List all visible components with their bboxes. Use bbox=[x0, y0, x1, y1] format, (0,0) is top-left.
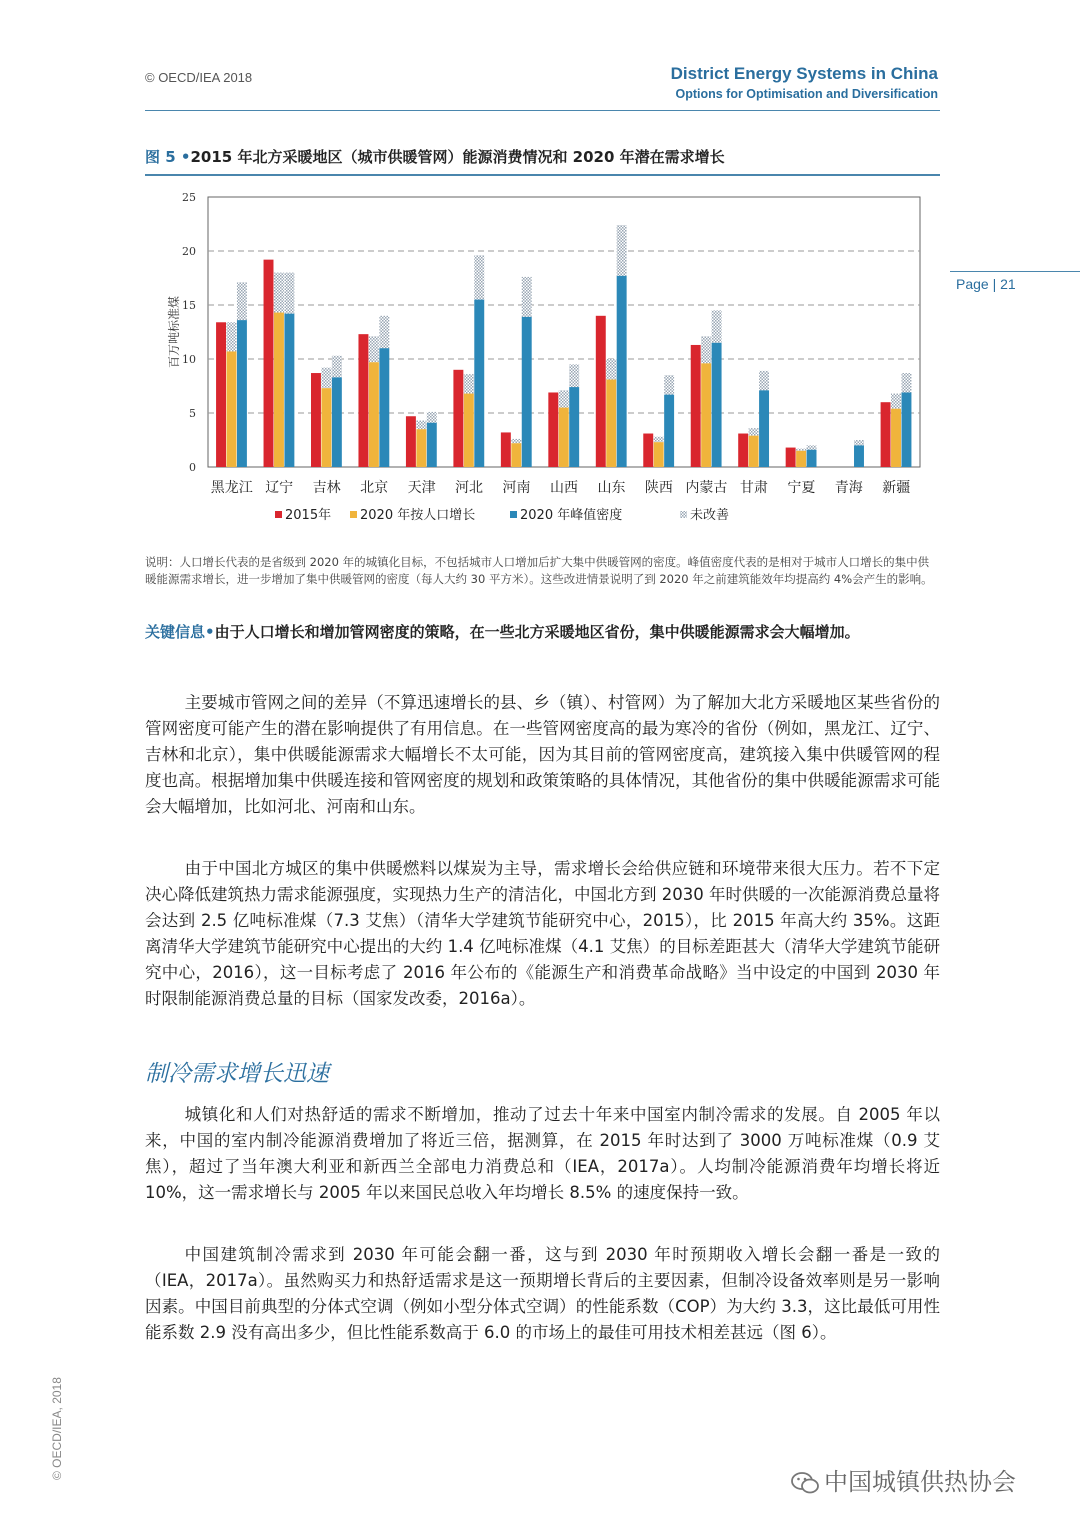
x-tick-label: 黑龙江 bbox=[210, 480, 253, 496]
page-number-divider bbox=[950, 271, 1080, 272]
header-titles bbox=[671, 64, 938, 101]
x-tick-label: 天津 bbox=[407, 480, 436, 496]
bar bbox=[511, 443, 521, 467]
body-paragraph-4: 中国建筑制冷需求到 2030 年可能会翻一番，这与到 2030 年时预期收入增长会翻一番是一致的（IEA，2017a）。虽然购买力和热舒适需求是这一预期增长背后的主要因素，但制冷设备效率则是另一影响因素。中国目前典型的分体式空调（例如小型分体式空调）的性能系数（COP）为大约 3.3，这比最低可用性能系数 2.9 没有高出多少，但比性能系数高于 6.0 的市场上的最佳可用技术相差甚远（图 6）。 bbox=[145, 1245, 940, 1342]
x-tick-label: 甘肃 bbox=[739, 480, 768, 496]
legend-label: 2020 年按人口增长 bbox=[360, 508, 476, 523]
bar bbox=[664, 395, 674, 467]
x-tick-label: 山东 bbox=[597, 480, 626, 496]
bar-unimproved bbox=[522, 277, 532, 317]
bar bbox=[284, 314, 294, 467]
header-divider bbox=[145, 110, 940, 111]
bar-unimproved bbox=[617, 225, 627, 276]
x-tick-label: 北京 bbox=[360, 480, 389, 496]
bar-unimproved bbox=[237, 282, 247, 320]
bar bbox=[321, 388, 331, 467]
bar-unimproved bbox=[474, 255, 484, 299]
bar-unimproved bbox=[511, 439, 521, 443]
y-axis-label: 百万吨标准煤 bbox=[167, 295, 181, 369]
bar bbox=[237, 320, 247, 467]
bar-unimproved bbox=[464, 374, 474, 393]
x-tick-label: 吉林 bbox=[312, 480, 341, 496]
section-heading: 制冷需求增长迅速 bbox=[145, 1061, 329, 1087]
x-tick-label: 河南 bbox=[502, 480, 531, 496]
figure-title-text: 2015 年北方采暖地区（城市供暖管网）能源消费情况和 2020 年潜在需求增长 bbox=[190, 148, 725, 166]
legend-label: 未改善 bbox=[690, 508, 730, 523]
bar-unimproved bbox=[854, 440, 864, 445]
bar bbox=[406, 416, 416, 467]
legend-label: 2015年 bbox=[285, 508, 332, 523]
bar bbox=[901, 392, 911, 467]
bar-unimproved bbox=[701, 336, 711, 363]
bar bbox=[881, 402, 891, 467]
bar bbox=[654, 442, 664, 467]
bar bbox=[786, 448, 796, 467]
bar bbox=[807, 450, 817, 467]
bar-unimproved bbox=[664, 375, 674, 394]
bar-unimproved bbox=[369, 336, 379, 362]
bar bbox=[759, 390, 769, 467]
bar-unimproved bbox=[321, 368, 331, 389]
header-copyright: © OECD/IEA 2018 bbox=[145, 70, 253, 85]
x-tick-label: 宁夏 bbox=[787, 480, 816, 496]
x-tick-label: 青海 bbox=[834, 480, 863, 496]
legend-swatch bbox=[350, 511, 357, 518]
x-tick-label: 陕西 bbox=[644, 480, 673, 496]
bar-unimproved bbox=[569, 364, 579, 387]
figure-divider bbox=[145, 174, 940, 176]
side-copyright: © OECD/IEA, 2018 bbox=[50, 1377, 64, 1480]
bar-unimproved bbox=[332, 356, 342, 378]
x-tick-label: 辽宁 bbox=[265, 480, 294, 496]
bar bbox=[749, 436, 759, 467]
bar bbox=[522, 317, 532, 467]
legend-swatch bbox=[510, 511, 517, 518]
bar bbox=[311, 373, 321, 467]
bar-unimproved bbox=[227, 322, 237, 351]
bar bbox=[796, 451, 806, 467]
figure-note: 说明：人口增长代表的是省级到 2020 年的城镇化目标，不包括城市人口增加后扩大集中供暖管网的密度。峰值密度代表的是相对于城市人口增长的集中供暖能源需求增长，进一步增加了集中供暖管网的密度（每人大约 30 平方米）。这些改进情景说明了到 2020 年之前建筑能效年均提高约 4%会产生的影响。 bbox=[145, 555, 933, 586]
y-tick-label: 10 bbox=[182, 353, 196, 366]
x-tick-label: 河北 bbox=[455, 480, 484, 496]
bar-unimproved bbox=[416, 421, 426, 430]
bar bbox=[701, 363, 711, 467]
bar-unimproved bbox=[654, 437, 664, 442]
bar-chart bbox=[160, 185, 940, 545]
bar bbox=[617, 276, 627, 467]
x-tick-label: 山西 bbox=[550, 480, 578, 496]
bar bbox=[379, 348, 389, 467]
watermark-text: 中国城镇供热协会 bbox=[824, 1468, 1016, 1496]
bar bbox=[474, 300, 484, 467]
bar-unimproved bbox=[284, 273, 294, 314]
bar bbox=[691, 345, 701, 467]
bar-unimproved bbox=[901, 373, 911, 392]
bar-unimproved bbox=[559, 390, 569, 407]
y-tick-label: 5 bbox=[189, 407, 196, 420]
x-tick-label: 内蒙古 bbox=[685, 480, 728, 496]
bar bbox=[369, 362, 379, 467]
bar-unimproved bbox=[759, 371, 769, 390]
y-tick-label: 20 bbox=[182, 245, 196, 258]
y-tick-label: 0 bbox=[189, 461, 196, 474]
bar-unimproved bbox=[379, 316, 389, 348]
bar bbox=[712, 343, 722, 467]
body-paragraph-1: 主要城市管网之间的差异（不算迅速增长的县、乡（镇）、村管网）为了解加大北方采暖地区某些省份的管网密度可能产生的潜在影响提供了有用信息。在一些管网密度高的最为寒冷的省份（例如，黑龙江、辽宁、吉林和北京），集中供暖能源需求大幅增长不太可能，因为其目前的管网密度高，建筑接入集中供暖管网的程度也高。根据增加集中供暖连接和管网密度的规划和政策策略的具体情况，其他省份的集中供暖能源需求可能会大幅增加，比如河北、河南和山东。 bbox=[145, 693, 940, 816]
body-paragraph-3: 城镇化和人们对热舒适的需求不断增加，推动了过去十年来中国室内制冷需求的发展。自 2005 年以来，中国的室内制冷能源消费增加了将近三倍，据测算，在 2015 年时达到了 3000 万吨标准煤（0.9 艾焦），超过了当年澳大利亚和新西兰全部电力消费总和（IEA，2017a）。人均制冷能源消费年均增长将近 10%，这一需求增长与 2005 年以来国民总收入年均增长 8.5% 的速度保持一致。 bbox=[145, 1105, 940, 1202]
bar-unimproved bbox=[749, 428, 759, 436]
bar bbox=[559, 408, 569, 467]
bar bbox=[548, 392, 558, 467]
report-subtitle: Options for Optimisation and Diversification bbox=[675, 87, 938, 101]
x-tick-label: 新疆 bbox=[882, 480, 911, 496]
legend-label: 2020 年峰值密度 bbox=[520, 508, 623, 523]
bar-unimproved bbox=[807, 445, 817, 449]
bar bbox=[427, 423, 437, 467]
bar bbox=[274, 313, 284, 467]
bar-unimproved bbox=[796, 449, 806, 451]
bar bbox=[264, 260, 274, 467]
bar bbox=[453, 370, 463, 467]
bar bbox=[416, 429, 426, 467]
bar-unimproved bbox=[427, 412, 437, 423]
bar-unimproved bbox=[606, 359, 616, 380]
key-message bbox=[145, 620, 940, 645]
watermark bbox=[790, 1462, 1016, 1497]
legend-swatch bbox=[275, 511, 282, 518]
key-message-text: 由于人口增长和增加管网密度的策略，在一些北方采暖地区省份，集中供暖能源需求会大幅增加。 bbox=[214, 623, 860, 641]
bar bbox=[216, 322, 226, 467]
bar-unimproved bbox=[891, 394, 901, 409]
bar bbox=[738, 434, 748, 467]
bar bbox=[358, 334, 368, 467]
chart-legend bbox=[275, 507, 729, 523]
bar bbox=[569, 387, 579, 467]
body-paragraph-2: 由于中国北方城区的集中供暖燃料以煤炭为主导，需求增长会给供应链和环境带来很大压力。若不下定决心降低建筑热力需求能源强度，实现热力生产的清洁化，中国北方到 2030 年时供暖的一次能源消费总量将会达到 2.5 亿吨标准煤（7.3 艾焦）（清华大学建筑节能研究中心，2015），比 2015 年高大约 35%。这距离清华大学建筑节能研究中心提出的大约 1.4 亿吨标准煤（4.1 艾焦）的目标差距甚大（清华大学建筑节能研究中心，2016），这一目标考虑了 2016 年公布的《能源生产和消费革命战略》当中设定的中国到 2030 年时限制能源消费总量的目标（国家发改委，2016a）。 bbox=[145, 859, 940, 1008]
bar bbox=[464, 394, 474, 467]
report-title: District Energy Systems in China bbox=[670, 64, 938, 83]
bar-unimproved bbox=[274, 273, 284, 313]
figure-title bbox=[145, 146, 940, 167]
figure-label: 图 5 • bbox=[145, 148, 191, 166]
bar bbox=[891, 409, 901, 467]
page-number: Page | 21 bbox=[956, 276, 1016, 292]
y-tick-label: 25 bbox=[182, 191, 196, 204]
bar bbox=[332, 377, 342, 467]
y-tick-label: 15 bbox=[182, 299, 196, 312]
legend-swatch bbox=[680, 511, 687, 518]
wechat-icon bbox=[790, 1471, 820, 1495]
bar bbox=[596, 316, 606, 467]
bar bbox=[643, 434, 653, 467]
bar bbox=[501, 432, 511, 467]
bar bbox=[606, 380, 616, 467]
bar-unimproved bbox=[712, 310, 722, 342]
bar bbox=[227, 351, 237, 467]
bar bbox=[854, 445, 864, 467]
key-message-label: 关键信息• bbox=[145, 623, 215, 641]
